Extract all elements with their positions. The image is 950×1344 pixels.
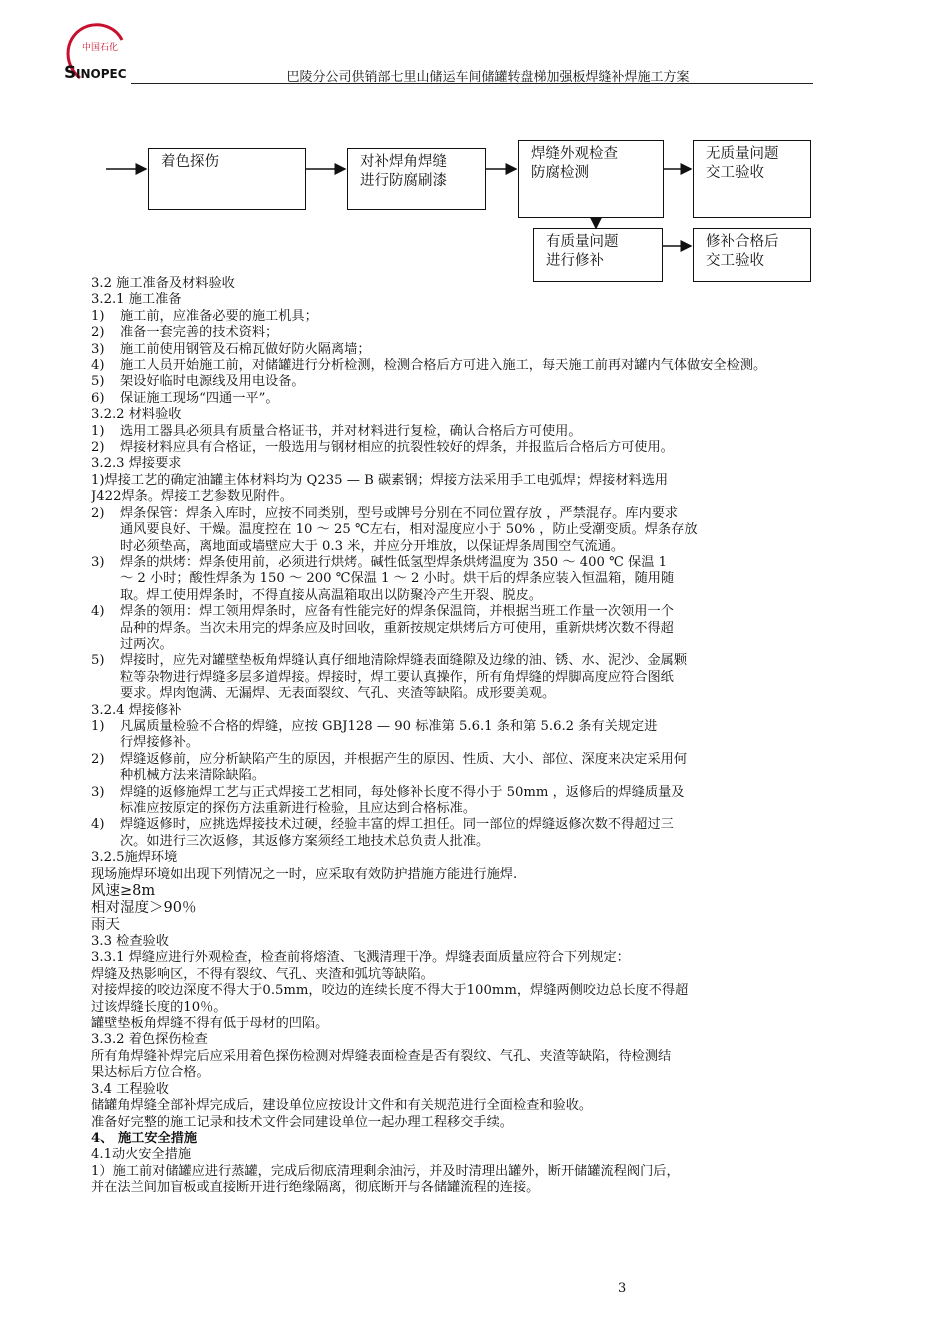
paragraph-line: 果达标后方位合格。 bbox=[91, 1065, 210, 1081]
paragraph-line: 相对湿度＞90％ bbox=[91, 900, 197, 917]
list-item: 5) 焊接时，应先对罐壁垫板角焊缝认真仔细地清除焊缝表面缝隙及边缘的油、锈、水、泥沙、金属颗 粒等杂物进行焊缝多层多道焊接。焊接时，焊工要认真操作，所有角焊缝的焊脚高度应符合图纸 要求。焊肉饱满、无漏焊、无表面裂纹、气孔、夹渣等缺陷。成形要美观。 bbox=[91, 653, 688, 702]
flow-box-visual-inspection: 焊缝外观检查 防腐检测 bbox=[518, 140, 664, 218]
svg-text:S: S bbox=[64, 63, 77, 82]
list-item: 1) 施工前，应准备必要的施工机具； bbox=[91, 308, 318, 324]
flow-box-repaired-handover: 修补合格后 交工验收 bbox=[693, 228, 811, 282]
paragraph-line: 3.3.1 焊缝应进行外观检查，检查前将熔渣、飞溅清理干净。焊缝表面质量应符合下列规定： bbox=[91, 950, 630, 966]
list-item: 3) 焊缝的返修施焊工艺与正式焊接工艺相同，每处修补长度不得小于 50mm ，返修后的焊缝质量及 标准应按原定的探伤方法重新进行检验，且应达到合格标准。 bbox=[91, 784, 685, 816]
list-item: 4) 焊条的领用：焊工领用焊条时，应备有性能完好的焊条保温筒，并根据当班工作量一次领用一个 品种的焊条。当次未用完的焊条应及时回收，重新按规定烘烤后方可使用，重新烘烤次数不得超 过两次。 bbox=[91, 604, 674, 652]
subsection-heading: 4.1动火安全措施 bbox=[91, 1147, 192, 1163]
list-item: 2) 焊条保管：焊条入库时，应按不同类别，型号或牌号分别在不同位置存放 ，严禁混存。库内要求 通风要良好、干燥。温度控在 10 ～ 25 ℃左右，相对湿度应小于 50% ，防止受潮变质。焊条存放 时必须垫高，离地面或墙壁应大于 0.3 米，并应分开堆放，以保证焊条周围空气流通。 bbox=[91, 505, 698, 554]
paragraph-line: 储罐角焊缝全部补焊完成后，建设单位应按设计文件和有关规范进行全面检查和验收。 bbox=[91, 1098, 593, 1114]
svg-text:中国石化: 中国石化 bbox=[82, 43, 119, 53]
paragraph-line: 现场施焊环境如出现下列情况之一时，应采取有效防护措施方能进行施焊. bbox=[91, 866, 518, 882]
list-item: 3) 施工前使用钢管及石棉瓦做好防火隔离墙； bbox=[91, 341, 371, 357]
subsection-heading: 3.2.4 焊接修补 bbox=[91, 702, 182, 718]
subsection-heading: 3.2.2 材料验收 bbox=[91, 407, 182, 423]
document-body bbox=[91, 276, 831, 1197]
chapter-heading: 4、 施工安全措施 bbox=[91, 1130, 198, 1146]
paragraph-line: 1)焊接工艺的确定油罐主体材料均为 Q235 — B 碳素钢；焊接方法采用手工电弧焊；焊接材料选用 bbox=[91, 472, 669, 488]
paragraph-line: 焊缝及热影响区，不得有裂纹、气孔、夹渣和弧坑等缺陷。 bbox=[91, 966, 434, 982]
list-item: 1) 凡属质量检验不合格的焊缝，应按 GBJ128 — 90 标准第 5.6.1 条和第 5.6.2 条有关规定进 行焊接修补。 bbox=[91, 718, 658, 751]
page-number: 3 bbox=[618, 1281, 627, 1296]
paragraph-line: 并在法兰间加盲板或直接断开进行绝缘隔离，彻底断开与各储罐流程的连接。 bbox=[91, 1180, 540, 1196]
list-item: 2) 焊接材料应具有合格证，一般选用与钢材相应的抗裂性较好的焊条，并报监后合格后方可使用。 bbox=[91, 440, 674, 456]
paragraph-line: 过该焊缝长度的10％。 bbox=[91, 999, 227, 1015]
flowchart bbox=[0, 0, 950, 300]
section-heading: 3.2 施工准备及材料验收 bbox=[91, 276, 235, 291]
paragraph-line: 所有角焊缝补焊完后应采用着色探伤检测对焊缝表面检查是否有裂纹、气孔、夹渣等缺陷，待检测结 bbox=[91, 1048, 672, 1064]
paragraph-line: 准备好完整的施工记录和技术文件会同建设单位一起办理工程移交手续。 bbox=[91, 1114, 513, 1130]
paragraph-line: 1）施工前对储罐应进行蒸罐，完成后彻底清理剩余油污，并及时清理出罐外，断开储罐流程阀门后， bbox=[91, 1163, 680, 1179]
paragraph-line: J422焊条。焊接工艺参数见附件。 bbox=[91, 489, 293, 505]
flow-box-anticorrosion-paint: 对补焊角焊缝 进行防腐刷漆 bbox=[347, 148, 486, 210]
flow-box-no-problem-handover: 无质量问题 交工验收 bbox=[693, 140, 811, 218]
document-header-title: 巴陵分公司供销部七里山储运车间储罐转盘梯加强板焊缝补焊施工方案 bbox=[286, 70, 690, 85]
paragraph-line: 雨天 bbox=[91, 917, 120, 934]
subsection-heading: 3.2.5施焊环境 bbox=[91, 850, 178, 866]
section-heading: 3.3 检查验收 bbox=[91, 934, 169, 950]
paragraph-line: 罐壁垫板角焊缝不得有低于母材的凹陷。 bbox=[91, 1016, 329, 1032]
list-item: 5) 架设好临时电源线及用电设备。 bbox=[91, 374, 305, 390]
subsection-heading: 3.2.3 焊接要求 bbox=[91, 456, 182, 472]
list-item: 1) 选用工器具必须具有质量合格证书，并对材料进行复检，确认合格后方可使用。 bbox=[91, 423, 582, 439]
flow-box-dye-penetrant: 着色探伤 bbox=[148, 148, 306, 210]
paragraph-line: 对接焊接的咬边深度不得大于0.5mm，咬边的连续长度不得大于100mm，焊缝两侧咬边总长度不得超 bbox=[91, 983, 689, 999]
list-item: 4) 焊缝返修时，应挑选焊接技术过硬，经验丰富的焊工担任。同一部位的焊缝返修次数不得超过三 次。如进行三次返修，其返修方案须经工地技术总负责人批准。 bbox=[91, 817, 674, 849]
flow-box-problem-repair: 有质量问题 进行修补 bbox=[533, 228, 663, 282]
list-item: 3) 焊条的烘烤：焊条使用前，必须进行烘烤。碱性低氢型焊条烘烤温度为 350 ～ 400 ℃ 保温 1 ～ 2 小时；酸性焊条为 150 ～ 200 ℃保温 1 ～ 2 小时。烘干后的焊条应装入恒温箱，随用随 取。焊工使用焊条时，不得直接从高温箱取出以防聚冷产生开裂、脱皮。 bbox=[91, 554, 675, 603]
list-item: 2) 焊缝返修前，应分析缺陷产生的原因，并根据产生的原因、性质、大小、部位、深度来决定采用何 种机械方法来清除缺陷。 bbox=[91, 751, 688, 784]
paragraph-line: 风速≥8m bbox=[91, 883, 156, 900]
svg-text:INOPEC: INOPEC bbox=[76, 67, 127, 81]
subsection-heading: 3.2.1 施工准备 bbox=[91, 292, 182, 308]
subsection-heading: 3.3.2 着色探伤检查 bbox=[91, 1032, 208, 1048]
section-heading: 3.4 工程验收 bbox=[91, 1081, 169, 1097]
list-item: 6) 保证施工现场“四通一平”。 bbox=[91, 390, 279, 406]
list-item: 4) 施工人员开始施工前，对储罐进行分析检测，检测合格后方可进入施工，每天施工前再对罐内气体做安全检测。 bbox=[91, 358, 767, 374]
list-item: 2) 准备一套完善的技术资料； bbox=[91, 325, 279, 341]
